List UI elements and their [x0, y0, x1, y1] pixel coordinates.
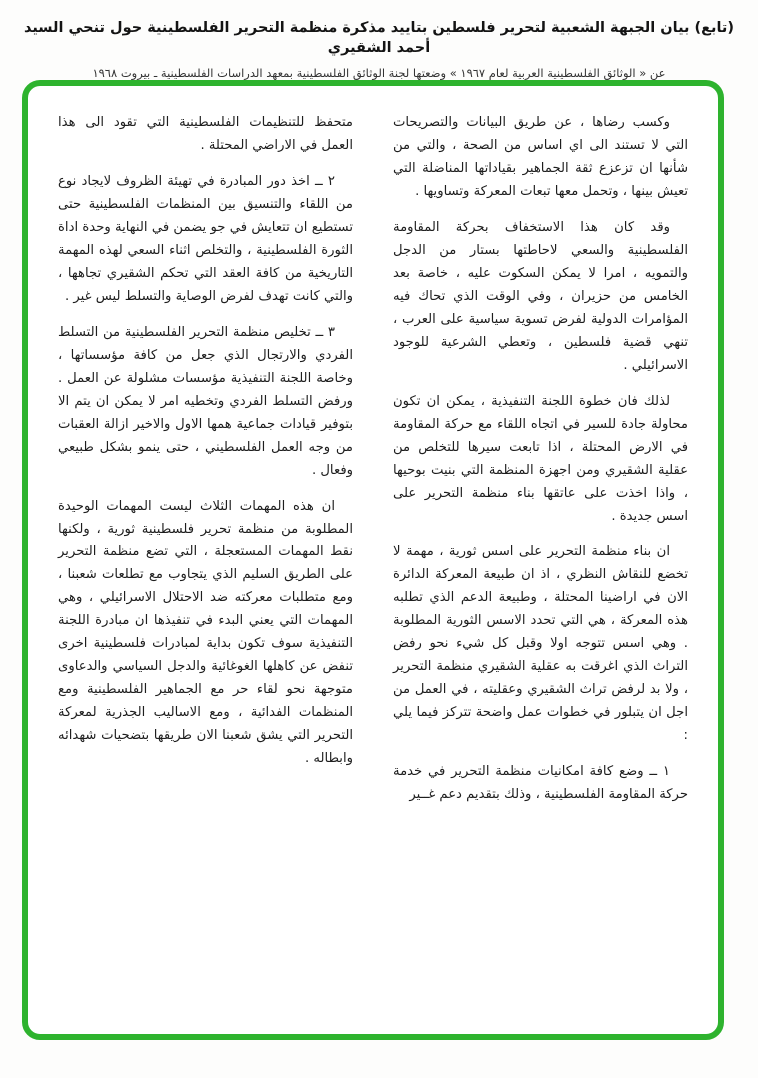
paragraph-numbered-1: ١ ــ وضع كافة امكانيات منظمة التحرير في خدمة حركة المقاومة الفلسطينية ، وذلك بتقديم دعم غــير: [393, 764, 688, 803]
paragraph-numbered-3: ٣ ــ تخليص منظمة التحرير الفلسطينية من التسلط الفردي والارتجال الذي جعل من كافة مؤسساتها ، وخاصة اللجنة التنفيذية مؤسسات مشلولة عن العمل . ورفض التسلط الفردي وتخطيه امر لا يمكن ان يتم الا بتوفير قيادات جماعية همها الاول والاخير ازالة العقبات من وجه العمل الفلسطيني ، حتى ينمو بشكل طبيعي وفعال .: [58, 324, 353, 478]
two-column-text-block: [28, 86, 718, 820]
paragraph: لذلك فان خطوة اللجنة التنفيذية ، يمكن ان تكون محاولة جادة للسير في اتجاه اللقاء مع حركة المقاومة في الارض المحتلة ، اذا تابعت سيرها للتخلص من عقلية الشقيري ومن اجهزة المنظمة التي بنيت بوحيها ، واذا اخذت على عاتقها بناء منظمة التحرير على اسس جديدة .: [393, 393, 688, 524]
column-right: [393, 112, 688, 820]
paragraph: ان هذه المهمات الثلاث ليست المهمات الوحيدة المطلوبة من منظمة تحرير فلسطينية ثورية ، ولكنها نقط المهمات المستعجلة ، التي تضع منظمة التحرير على الطريق السليم الذي يتجاوب مع تطلعات شعبنا ، ومع متطلبات معركته ضد الاحتلال الاسرائيلي ، وهي المهمات التي يعني البدء في تنفيذها ان مبادرة اللجنة التنفيذية سوف تكون بداية لمبادرات فلسطينية اخرى تنفض عن كاهلها الغوغائية والدجل السياسي والدعاوى متوجهة نحو لقاء حر مع الجماهير الفلسطينية ومع المنظمات الفدائية ، ومع الاساليب الجذرية لمعركة التحرير التي يشق شعبنا الان طريقها بتضحيات شهدائه وابطاله .: [58, 498, 353, 767]
paragraph: وقد كان هذا الاستخفاف بحركة المقاومة الفلسطينية والسعي لاحاطتها بستار من الدجل والتمويه ، امرا لا يمكن السكوت عليه ، خاصة بعد الخامس من حزيران ، وفي الوقت الذي تحاك فيه المؤامرات الدولية لفرض تسوية سياسية على العرب ، تنهي قضية فلسطين ، وتعطي الشرعية للوجود الاسرائيلي .: [393, 219, 688, 373]
paragraph: وكسب رضاها ، عن طريق البيانات والتصريحات التي لا تستند الى اي اساس من الصحة ، والتي من شأنها ان تزعزع ثقة الجماهير بقياداتها المناضلة التي تعيش بينها ، وتحمل معها تبعات المعركة وتساويها .: [393, 115, 688, 199]
green-border-frame: [22, 80, 724, 1040]
source-citation-line: عن « الوثائق الفلسطينية العربية لعام ١٩٦٧ » وضعتها لجنة الوثائق الفلسطينية بمعهد الدراسات الفلسطينية ـ بيروت ١٩٦٨: [92, 65, 666, 80]
paragraph: ان بناء منظمة التحرير على اسس ثورية ، مهمة لا تخضع للنقاش النظري ، اذ ان طبيعة المعركة الدائرة الان في اراضينا المحتلة ، وطبيعة الدعم الذي تطلبه هذه المعركة ، هي التي تحدد الاسس الثورية المطلوبة . وهي اسس تتوجه اولا وقبل كل شيء نحو رفض التراث الذي اغرقت به عقلية الشقيري منظمة التحرير ، ولا بد لرفض تراث الشقيري وعقليته ، في العمل من اجل ان يتبلور في خطوات عمل واضحة تتركز فيما يلي :: [393, 544, 688, 744]
document-title: (تابع) بيان الجبهة الشعبية لتحرير فلسطين بتاييد مذكرة منظمة التحرير الفلسطينية حول تنحي السيد أحمد الشقيري: [24, 20, 734, 57]
paragraph-continuation: متحفظ للتنظيمات الفلسطينية التي تقود الى هذا العمل في الاراضي المحتلة .: [58, 115, 353, 153]
column-left: [58, 112, 353, 820]
paragraph-numbered-2: ٢ ــ اخذ دور المبادرة في تهيئة الظروف لايجاد نوع من اللقاء والتنسيق بين المنظمات الفلسطينية حتى تستطيع ان تتعايش في جو يضمن في النهاية وحدة اداة الثورة الفلسطينية ، والتخلص اثناء السعي لهذه المهمة التاريخية من كافة العقد التي تحكم الشقيري تجاهها ، والتي كانت تهدف لفرض الوصاية والتسلط ليس غير .: [58, 173, 353, 304]
document-header: [0, 0, 758, 80]
